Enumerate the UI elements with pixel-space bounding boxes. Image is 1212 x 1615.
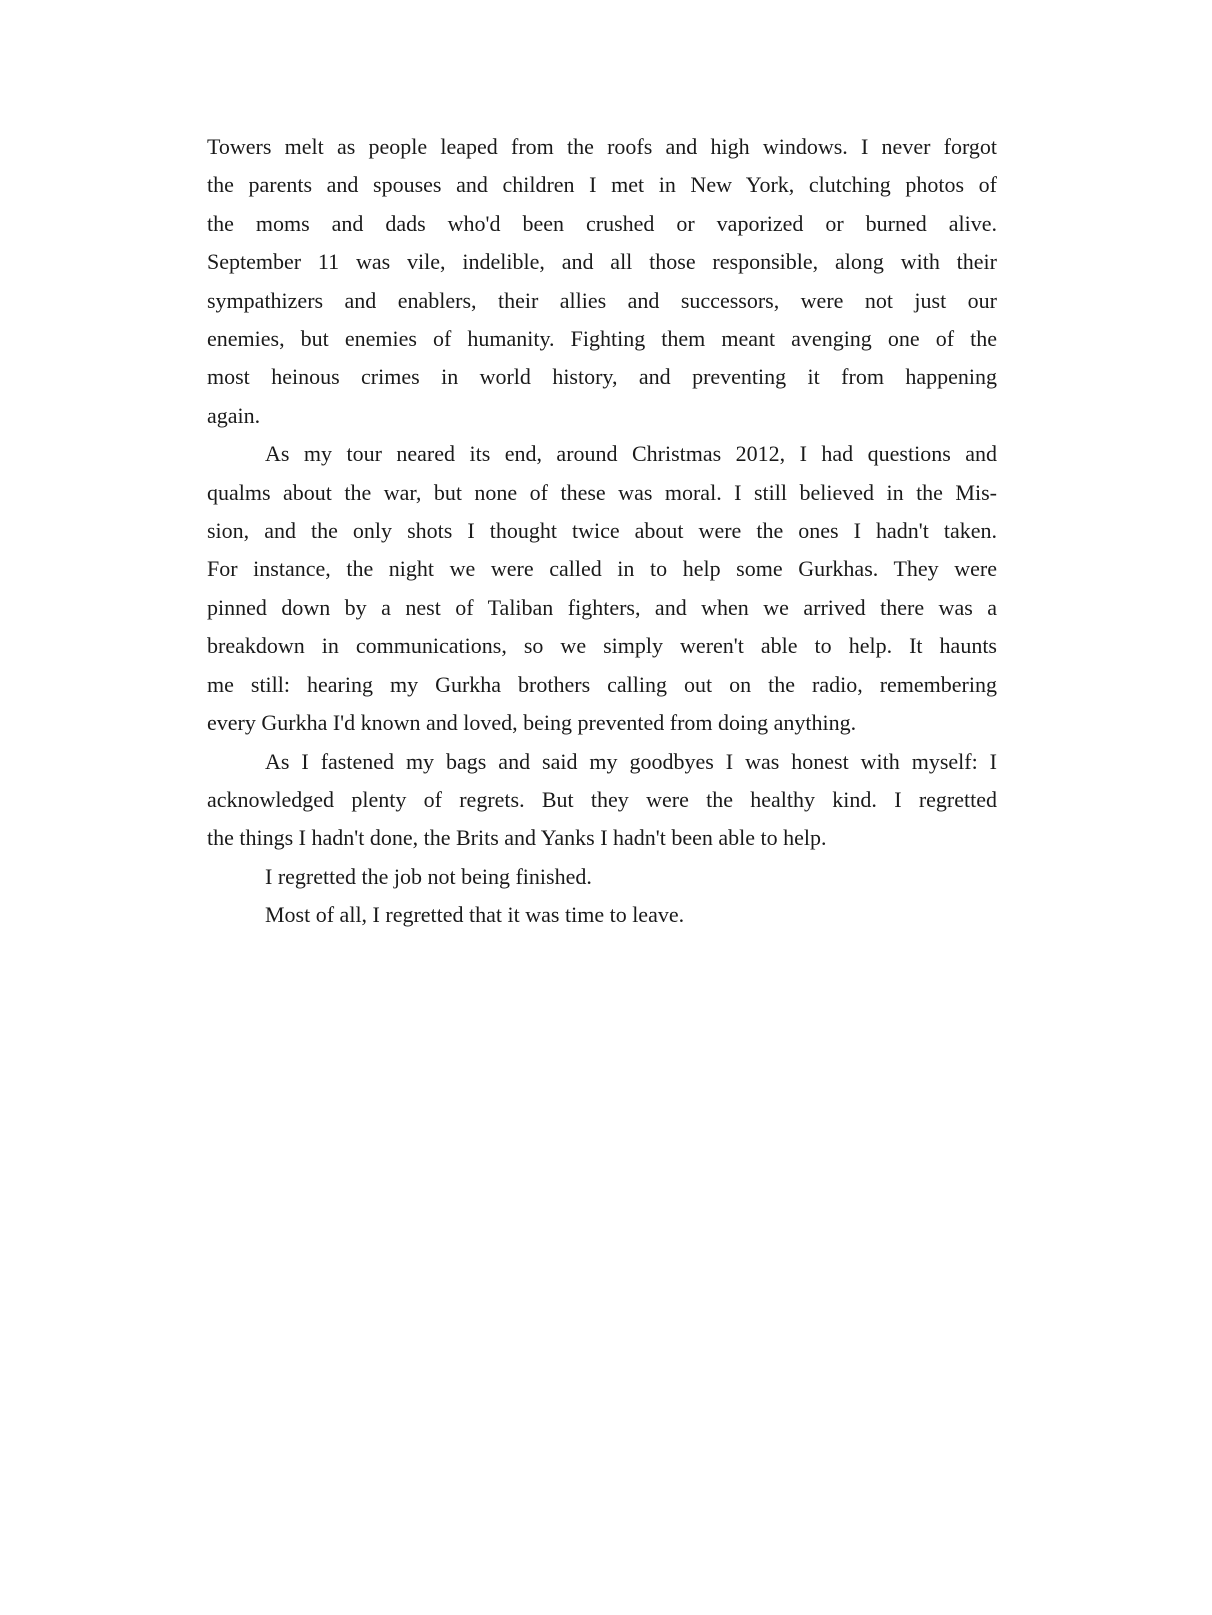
paragraph xyxy=(207,128,997,435)
text-line: acknowledged plenty of regrets. But they were the healthy kind. I regretted xyxy=(207,786,997,812)
text-line: the things I hadn't done, the Brits and Yanks I hadn't been able to help. xyxy=(207,825,827,851)
text-line: qualms about the war, but none of these was moral. I still believed in the Mis- xyxy=(207,479,997,505)
text-line: As I fastened my bags and said my goodbyes I was honest with myself: I xyxy=(265,748,997,774)
text-line: every Gurkha I'd known and loved, being prevented from doing anything. xyxy=(207,710,857,736)
text-line: sympathizers and enablers, their allies and successors, were not just our xyxy=(207,287,997,313)
text-line: I regretted the job not being finished. xyxy=(265,863,592,889)
text-line: sion, and the only shots I thought twice about were the ones I hadn't taken. xyxy=(207,518,997,544)
text-line: Most of all, I regretted that it was time to leave. xyxy=(265,902,685,928)
text-line: enemies, but enemies of humanity. Fighting them meant avenging one of the xyxy=(207,326,997,352)
text-line: again. xyxy=(207,402,261,428)
text-line: Towers melt as people leaped from the roofs and high windows. I never forgot xyxy=(207,134,997,159)
text-line: the parents and spouses and children I met in New York, clutching photos of xyxy=(207,172,997,198)
text-line: most heinous crimes in world history, and preventing it from happening xyxy=(207,364,997,390)
paragraph xyxy=(207,896,997,934)
text-line: pinned down by a nest of Taliban fighters, and when we arrived there was a xyxy=(207,594,997,620)
text-line: the moms and dads who'd been crushed or vaporized or burned alive. xyxy=(207,210,997,236)
paragraph xyxy=(207,435,997,742)
paragraph xyxy=(207,743,997,858)
text-line: me still: hearing my Gurkha brothers calling out on the radio, remembering xyxy=(207,671,997,697)
paragraph xyxy=(207,858,997,896)
text-line: For instance, the night we were called in to help some Gurkhas. They were xyxy=(207,556,997,582)
text-line: breakdown in communications, so we simply weren't able to help. It haunts xyxy=(207,633,997,659)
page-text xyxy=(207,128,997,935)
text-line: As my tour neared its end, around Christmas 2012, I had questions and xyxy=(265,441,997,467)
text-line: September 11 was vile, indelible, and all those responsible, along with their xyxy=(207,249,997,275)
